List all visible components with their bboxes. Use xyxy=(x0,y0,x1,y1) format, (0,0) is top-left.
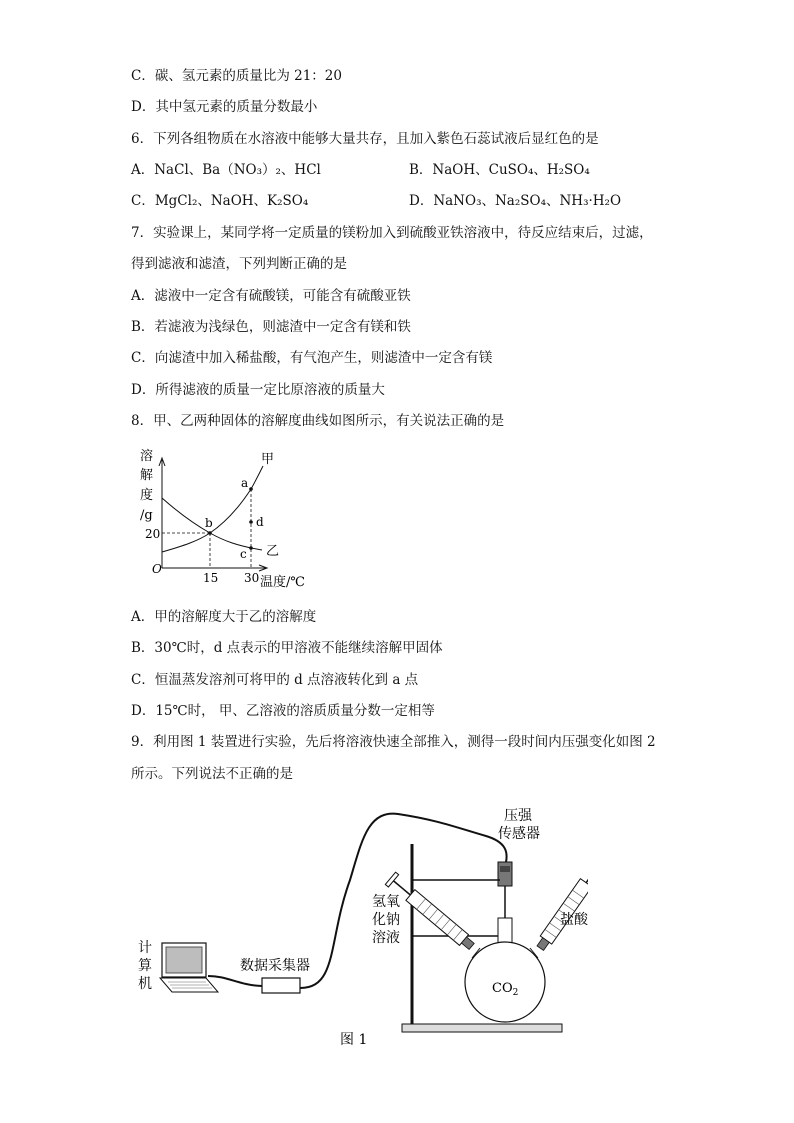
flask-label-sub: 2 xyxy=(512,988,519,998)
q8-option-a: A．甲的溶解度大于乙的溶解度 xyxy=(131,609,317,625)
naoh-label-2: 化钠 xyxy=(372,912,400,928)
q6-option-d: D．NaNO₃、Na₂SO₄、NH₃·H₂O xyxy=(409,193,622,209)
computer-label-3: 机 xyxy=(138,976,152,992)
sensor-label-1: 压强 xyxy=(504,808,532,824)
cable-computer xyxy=(208,976,262,986)
origin-label: O xyxy=(152,562,162,576)
x-axis-label: 温度/℃ xyxy=(260,575,305,590)
q7-option-b: B．若滤液为浅绿色，则滤渣中一定含有镁和铁 xyxy=(131,319,411,335)
round-flask xyxy=(465,918,545,1022)
flask-label-main: CO xyxy=(492,981,513,996)
q7-option-a: A．滤液中一定含有硫酸镁，可能含有硫酸亚铁 xyxy=(131,288,411,304)
naoh-label-3: 溶液 xyxy=(372,930,400,946)
computer-label-1: 计 xyxy=(138,940,152,956)
option-c-mass-ratio: C．碳、氢元素的质量比为 21：20 xyxy=(131,68,342,84)
point-d xyxy=(249,520,253,524)
option-d-mass-fraction: D．其中氢元素的质量分数最小 xyxy=(131,99,318,115)
graph-ylabel-4: /g xyxy=(140,508,153,523)
curve-yi-label: 乙 xyxy=(266,544,280,559)
q8-option-c: C．恒温蒸发溶剂可将甲的 d 点溶液转化到 a 点 xyxy=(131,672,419,688)
computer xyxy=(160,943,218,992)
x-tick-30: 30 xyxy=(244,571,260,585)
syringe-hcl xyxy=(534,860,588,953)
y-tick-20: 20 xyxy=(145,527,161,541)
graph-ylabel-1: 溶 xyxy=(140,449,154,464)
data-collector xyxy=(262,978,300,993)
question-7-line1: 7．实验课上，某同学将一定质量的镁粉加入到硫酸亚铁溶液中，待反应结束后，过滤， xyxy=(131,225,653,241)
solubility-graph xyxy=(128,446,328,591)
question-6: 6．下列各组物质在水溶液中能够大量共存，且加入紫色石蕊试液后显红色的是 xyxy=(131,131,599,147)
q6-option-a: A．NaCl、Ba（NO₃）₂、HCl xyxy=(131,162,321,178)
naoh-label-1: 氢氧 xyxy=(372,894,400,910)
apparatus-figure xyxy=(128,800,588,1060)
curve-jia-label: 甲 xyxy=(261,452,275,467)
computer-label-2: 算 xyxy=(138,958,152,974)
q6-option-c: C．MgCl₂、NaOH、K₂SO₄ xyxy=(131,193,309,209)
q7-option-c: C．向滤渣中加入稀盐酸，有气泡产生，则滤渣中一定含有镁 xyxy=(131,350,493,366)
point-b xyxy=(208,531,212,535)
question-9-line1: 9．利用图 1 装置进行实验，先后将溶液快速全部推入，测得一段时间内压强变化如图 2 xyxy=(131,734,656,750)
graph-ylabel-2: 解 xyxy=(140,468,154,483)
question-7-line2: 得到滤液和滤渣，下列判断正确的是 xyxy=(131,256,347,272)
point-c-label: c xyxy=(240,547,247,561)
q7-option-d: D．所得滤液的质量一定比原溶液的质量大 xyxy=(131,382,385,398)
pressure-sensor xyxy=(498,862,512,886)
figure-caption: 图 1 xyxy=(340,1032,368,1048)
graph-ylabel-3: 度 xyxy=(140,488,154,503)
point-c xyxy=(249,546,253,550)
q8-option-d: D．15℃时， 甲、乙溶液的溶质质量分数一定相等 xyxy=(131,703,435,719)
question-9-line2: 所示。下列说法不正确的是 xyxy=(131,766,293,782)
x-tick-15: 15 xyxy=(203,571,219,585)
sensor-label-2: 传感器 xyxy=(498,826,540,842)
q6-option-b: B．NaOH、CuSO₄、H₂SO₄ xyxy=(409,162,590,178)
point-a-label: a xyxy=(241,476,249,490)
q8-option-b: B．30℃时，d 点表示的甲溶液不能继续溶解甲固体 xyxy=(131,640,443,656)
point-d-label: d xyxy=(256,515,264,529)
question-8: 8．甲、乙两种固体的溶解度曲线如图所示，有关说法正确的是 xyxy=(131,413,505,429)
point-b-label: b xyxy=(205,516,213,530)
data-collector-label: 数据采集器 xyxy=(240,958,310,974)
point-a xyxy=(249,487,253,491)
stand-base xyxy=(402,1024,562,1032)
hcl-label: 盐酸 xyxy=(560,912,588,928)
